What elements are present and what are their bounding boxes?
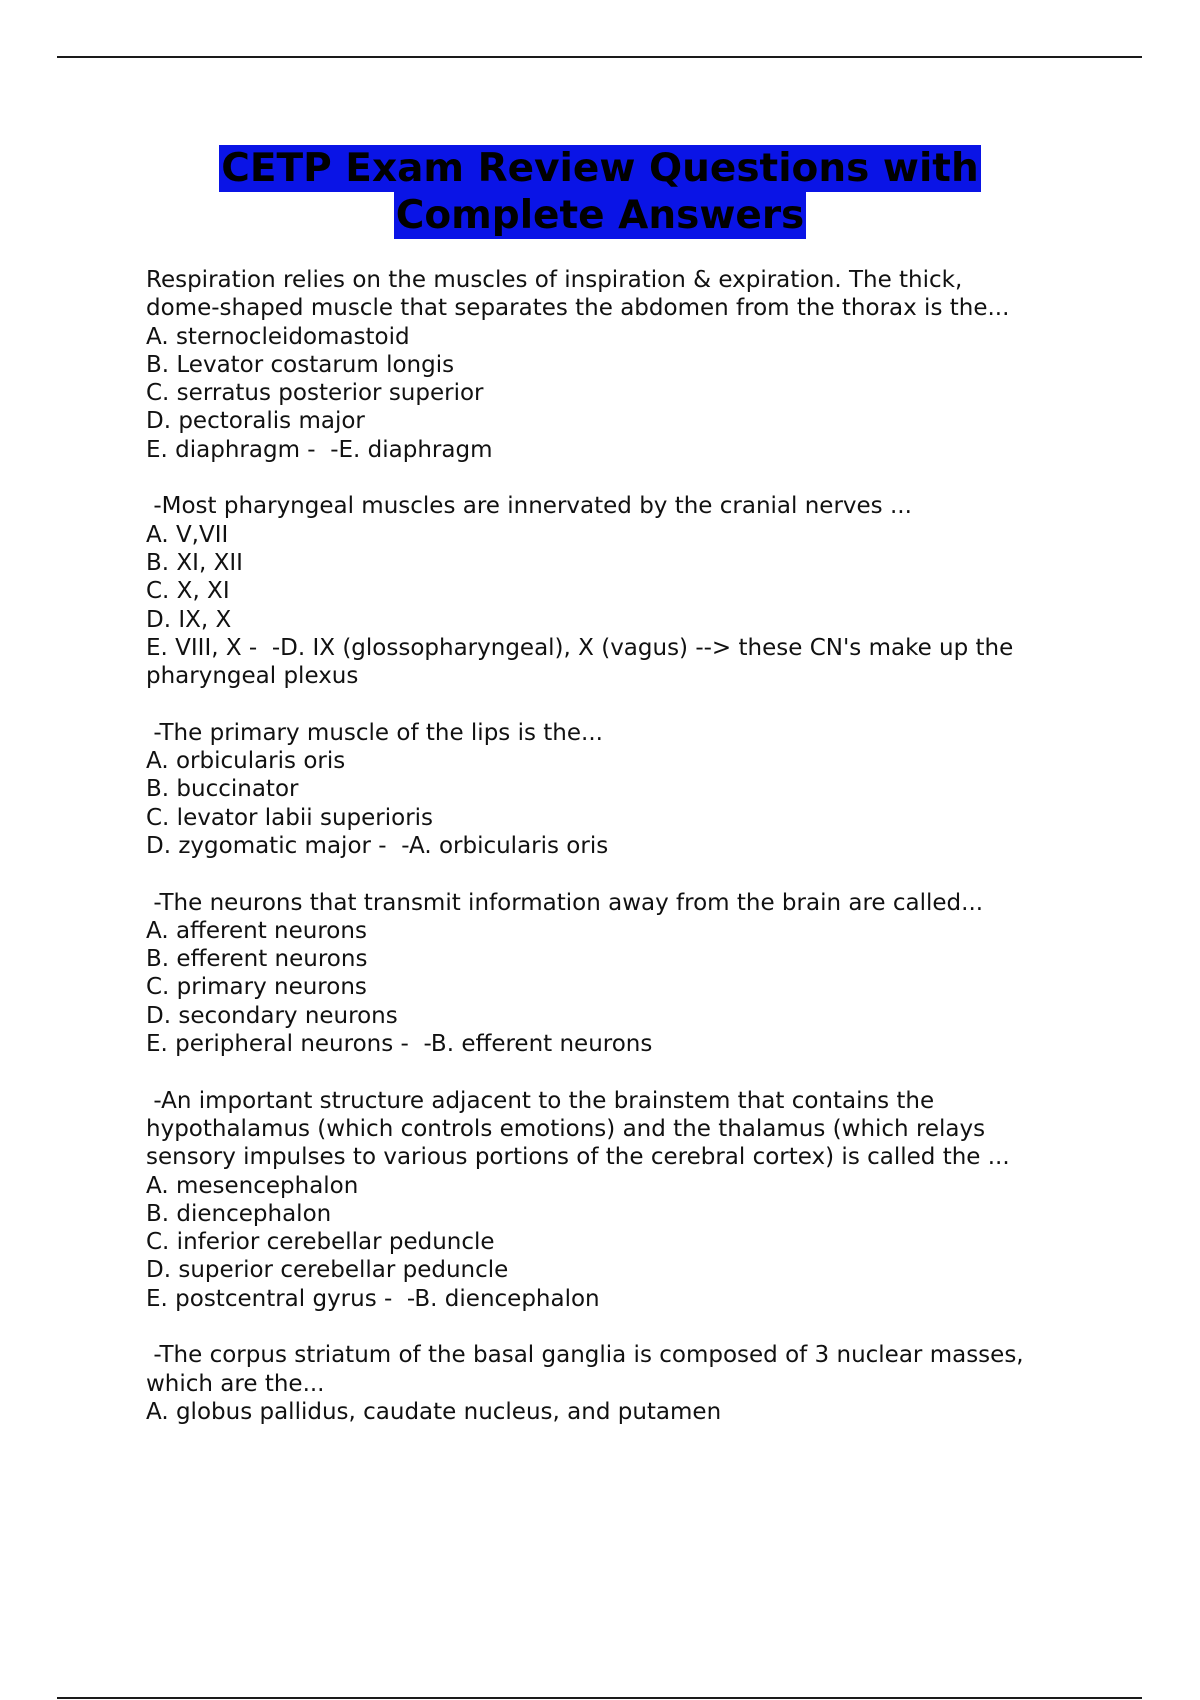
- question-line: D. IX, X: [146, 606, 232, 633]
- question-block: [146, 1087, 1106, 1313]
- bottom-rule: [57, 1697, 1142, 1699]
- question-line: D. secondary neurons: [146, 1002, 398, 1029]
- question-line: C. inferior cerebellar peduncle: [146, 1229, 495, 1256]
- question-line: -The corpus striatum of the basal ganglia is composed of 3 nuclear masses,: [146, 1342, 1024, 1369]
- question-line: -Most pharyngeal muscles are innervated by the cranial nerves ...: [146, 493, 912, 520]
- question-line: D. pectoralis major: [146, 408, 365, 435]
- question-line: A. afferent neurons: [146, 917, 367, 944]
- question-line: E. peripheral neurons - -B. efferent neurons: [146, 1031, 653, 1058]
- question-line: B. diencephalon: [146, 1200, 332, 1227]
- question-line: C. X, XI: [146, 578, 230, 605]
- question-line: E. postcentral gyrus - -B. diencephalon: [146, 1285, 600, 1312]
- question-line: B. efferent neurons: [146, 946, 368, 973]
- question-line: A. mesencephalon: [146, 1172, 359, 1199]
- question-line: C. primary neurons: [146, 974, 367, 1001]
- question-line: -An important structure adjacent to the brainstem that contains the: [146, 1087, 935, 1114]
- title-line-2: Complete Answers: [395, 193, 805, 238]
- question-line: sensory impulses to various portions of the cerebral cortex) is called the ...: [146, 1144, 1010, 1171]
- question-line: C. levator labii superioris: [146, 804, 434, 831]
- question-line: hypothalamus (which controls emotions) and the thalamus (which relays: [146, 1115, 986, 1142]
- question-line: which are the...: [146, 1370, 325, 1397]
- question-block: [146, 492, 1106, 690]
- question-line: A. V,VII: [146, 521, 229, 548]
- question-line: Respiration relies on the muscles of inspiration & expiration. The thick,: [146, 267, 963, 293]
- question-line: B. XI, XII: [146, 549, 243, 576]
- question-line: -The neurons that transmit information away from the brain are called...: [146, 889, 984, 916]
- question-block: [146, 1341, 1106, 1426]
- question-line: -The primary muscle of the lips is the...: [146, 719, 603, 746]
- question-line: D. zygomatic major - -A. orbicularis oris: [146, 832, 609, 859]
- question-line: E. diaphragm - -E. diaphragm: [146, 436, 493, 463]
- title-line-1: CETP Exam Review Questions with: [221, 146, 979, 191]
- question-block: [146, 266, 1106, 464]
- question-line: A. globus pallidus, caudate nucleus, and putamen: [146, 1398, 722, 1425]
- question-line: A. orbicularis oris: [146, 748, 346, 775]
- question-line: pharyngeal plexus: [146, 663, 359, 690]
- question-line: B. buccinator: [146, 776, 299, 803]
- top-rule: [57, 56, 1142, 58]
- question-line: D. superior cerebellar peduncle: [146, 1257, 509, 1284]
- question-line: dome-shaped muscle that separates the abdomen from the thorax is the...: [146, 295, 1010, 322]
- question-block: [146, 889, 1106, 1059]
- document-title: [0, 145, 1200, 239]
- question-list: [146, 266, 1106, 1454]
- question-line: A. sternocleidomastoid: [146, 323, 410, 350]
- question-block: [146, 719, 1106, 860]
- question-line: E. VIII, X - -D. IX (glossopharyngeal), X (vagus) --> these CN's make up the: [146, 634, 1014, 661]
- question-line: C. serratus posterior superior: [146, 380, 484, 407]
- question-line: B. Levator costarum longis: [146, 351, 455, 378]
